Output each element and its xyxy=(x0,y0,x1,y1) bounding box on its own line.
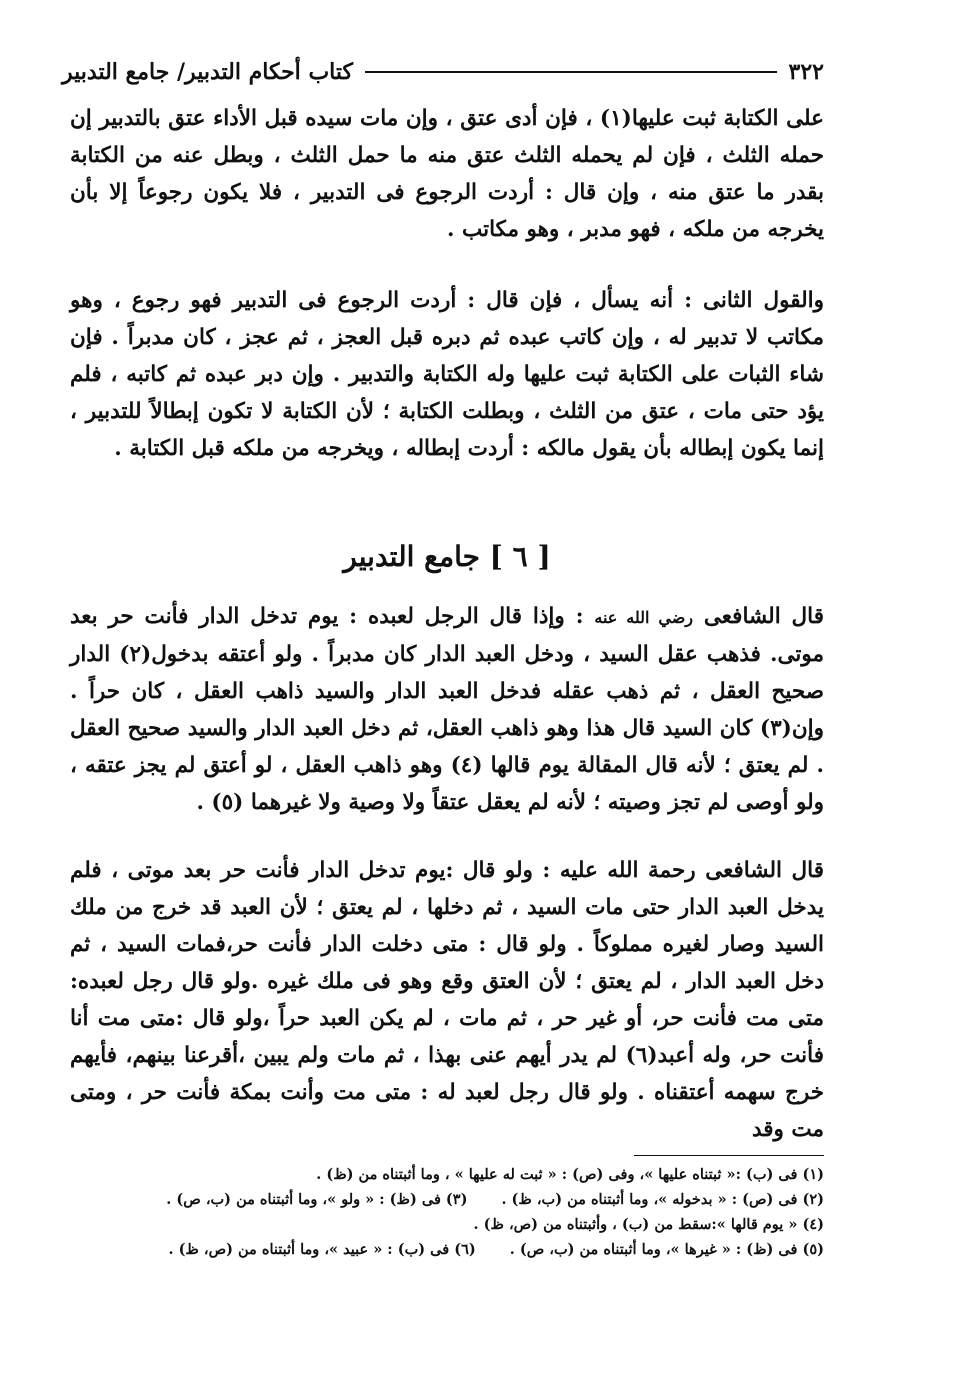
section-paragraph-1 xyxy=(70,598,824,821)
page-header xyxy=(62,52,824,92)
header-rule xyxy=(365,71,777,73)
footnote-rule xyxy=(634,1155,824,1156)
paragraph-text: رحمة الله عليه : ولو قال :يوم تدخل الدار فأنت حر بعد موتى ، فلم يدخل العبد الدار حتى مات السيد ، ثم دخلها ، لم يعتق ؛ لأن العبد قد خرج من ملك السيد وصار لغيره مملوكاً . ولو قال : متى دخلت الدار فأنت حر،فمات السيد ، ثم دخل العبد الدار ، لم يعتق ؛ لأن العتق وقع وهو فى ملك غيره .ولو قال رجل لعبده: متى مت فأنت حر، أو غير حر ، ثم مات ، لم يكن العبد حراً ،ولو قال :متى مت أنا فأنت حر، وله أعبد(٦) لم يدر أيهم عنى بهذا ، ثم مات ولم يبين ،أقرعنا بينهم، فأيهم خرج سهمه أعتقناه . ولو قال رجل لعبد له : متى مت وأنت بمكة فأنت حر ، ومتى مت وقد xyxy=(70,858,824,1142)
paragraph-lead: قال الشافعى xyxy=(705,858,824,883)
section-paragraph-2 xyxy=(70,852,824,1148)
footnote: (٦) فى (ب) : « عبيد »، وما أثبتناه من (ص، ظ) . xyxy=(168,1241,476,1258)
body-paragraph-2: والقول الثانى : أنه يسأل ، فإن قال : أردت الرجوع فى التدبير فهو رجوع ، وهو مكاتب لا تدبير له ، وإن كاتب عبده ثم دبره قبل العجز ، ثم عجز ، كان مدبراً . فإن شاء الثبات على الكتابة ثبت عليها وله الكتابة والتدبير . وإن دبر عبده ثم كاتبه ، فلم يؤد حتى مات ، عتق من الثلث ، وبطلت الكتابة ؛ لأن الكتابة لا تكون إبطالاً للتدبير ، إنما يكون إبطاله بأن يقول مالكه : أردت إبطاله ، ويخرجه من ملكه قبل الكتابة . xyxy=(70,288,824,461)
footnote: (٤) « يوم قالها »:سقط من (ب) ، وأثبتناه من (ص، ظ) . xyxy=(473,1216,824,1233)
page-number: ٣٢٢ xyxy=(788,59,824,85)
footnote: (٥) فى (ظ) : « غيرها »، وما أثبتناه من (ب، ص) . xyxy=(509,1241,824,1258)
footnote-line xyxy=(70,1187,824,1212)
paragraph-lead: قال الشافعى xyxy=(703,604,824,629)
section-heading: [ ٦ ] جامع التدبير xyxy=(343,540,551,573)
footnote: (٣) فى (ظ) : « ولو »، وما أثبتناه من (ب، ص) . xyxy=(166,1191,468,1208)
running-title: كتاب أحكام التدبير/ جامع التدبير xyxy=(62,59,353,85)
body-paragraph-1: على الكتابة ثبت عليها(١) ، فإن أدى عتق ، وإن مات سيده قبل الأداء عتق بالتدبير إن حمله الثلث ، فإن لم يحمله الثلث عتق منه ما حمل الثلث ، وبطل عنه من الكتابة بقدر ما عتق منه ، وإن قال : أردت الرجوع فى التدبير ، فلا يكون رجوعاً إلا بأن يخرجه من ملكه ، فهو مدبر ، وهو مكاتب . xyxy=(70,106,825,242)
paragraph-text: : وإذا قال الرجل لعبده : يوم تدخل الدار فأنت حر بعد موتى. فذهب عقل السيد ، ودخل العبد الدار كان مدبراً . ولو أعتقه بدخول(٢) الدار صحيح العقل ، ثم ذهب عقله فدخل العبد الدار والسيد ذاهب العقل ، كان حراً . وإن(٣) كان السيد قال هذا وهو ذاهب العقل، ثم دخل العبد الدار والسيد صحيح العقل . لم يعتق ؛ لأنه قال المقالة يوم قالها (٤) وهو ذاهب العقل ، لو أعتق لم يجز عتقه ، ولو أوصى لم تجز وصيته ؛ لأنه لم يعقل عتقاً ولا وصية ولا غيرهما (٥) . xyxy=(70,604,824,815)
footnote-line xyxy=(70,1162,824,1187)
footnote-line xyxy=(70,1237,824,1262)
footnote: (١) فى (ب) :« ثبتناه عليها »، وفى (ص) : « ثبت له عليها » ، وما أثبتناه من (ظ) . xyxy=(316,1166,824,1183)
footnote-line xyxy=(70,1212,824,1237)
footnotes xyxy=(70,1162,824,1262)
honorific-ligature: رضي الله عنه xyxy=(594,608,694,627)
footnote: (٢) فى (ص) : « بدخوله »، وما أثبتناه من (ب، ظ) . xyxy=(501,1191,824,1208)
